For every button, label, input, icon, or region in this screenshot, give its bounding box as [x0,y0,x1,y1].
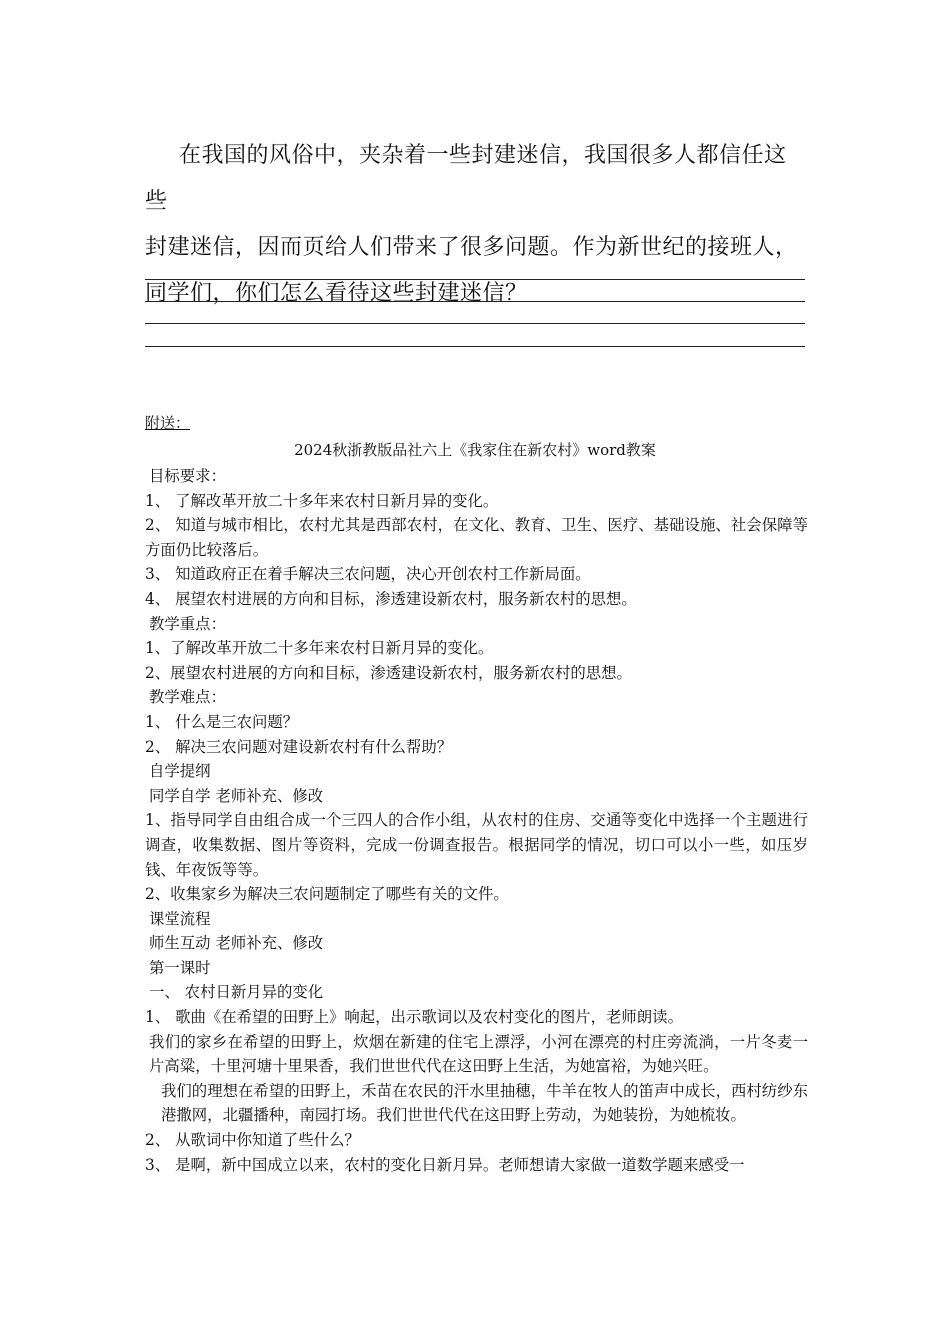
list-item: 1、 了解改革开放二十多年来农村日新月异的变化。 [145,491,499,510]
lyrics-paragraph: 我们的家乡在希望的田野上，炊烟在新建的住宅上漂浮，小河在漂亮的村庄旁流淌，一片冬麦一片高粱，十里河塘十里果香，我们世世代代在这田野上生活，为她富裕，为她兴旺。 [149,1032,808,1076]
question-line: 封建迷信，因而页给人们带来了很多问题。作为新世纪的接班人， [145,235,798,260]
section-heading: 教学重点： [149,614,226,633]
lesson-period: 第一课时 [149,958,211,977]
answer-line [145,346,805,347]
section-heading: 一、 农村日新月异的变化 [149,983,324,1002]
list-item: 4、 展望农村进展的方向和目标，渗透建设新农村，服务新农村的思想。 [145,589,637,608]
list-item: 1、 什么是三农问题？ [145,712,299,731]
lesson-plan-title: 2024秋浙教版品社六上《我家住在新农村》word教案 [294,441,656,459]
list-item: 2、收集家乡为解决三农问题制定了哪些有关的文件。 [145,885,509,904]
list-item: 1、指导同学自由组合成一个三四人的合作小组，从农村的住房、交通等变化中选择一个主题进行调查，收集数据、图片等资料，完成一份调查报告。根据同学的情况，切口可以小一些，如压岁钱、年夜饭等等。 [145,811,808,879]
list-item: 2、 解决三农问题对建设新农村有什么帮助？ [145,737,453,756]
section-subheading: 同学自学 老师补充、修改 [149,786,324,805]
list-item: 2、展望农村进展的方向和目标，渗透建设新农村，服务新农村的思想。 [145,663,632,682]
attachment-label: 附送： [145,414,191,432]
answer-line [145,301,805,302]
question-line: 在我国的风俗中，夹杂着一些封建迷信，我国很多人都信任这些 [145,143,787,214]
list-item: 2、 知道与城市相比，农村尤其是西部农村，在文化、教育、卫生、医疗、基础设施、社会保障等方面仍比较落后。 [145,516,808,559]
list-item: 1、了解改革开放二十多年来农村日新月异的变化。 [145,639,494,658]
list-item: 1、 歌曲《在希望的田野上》响起，出示歌词以及农村变化的图片，老师朗读。 [145,1008,683,1027]
answer-line [145,279,805,280]
section-heading: 课堂流程 [149,909,211,928]
section-heading: 自学提纲 [149,762,211,781]
section-subheading: 师生互动 老师补充、修改 [149,934,324,953]
list-item: 2、 从歌词中你知道了些什么？ [145,1131,360,1150]
question-line: 同学们，你们怎么看待这些封建迷信？ [145,281,528,306]
list-item: 3、 知道政府正在着手解决三农问题，决心开创农村工作新局面。 [145,565,591,584]
lesson-plan-body [145,464,808,1177]
answer-line [145,323,805,324]
lyrics-paragraph: 我们的理想在希望的田野上，禾苗在农民的汗水里抽穗，牛羊在牧人的笛声中成长，西村纺纱东港撒网，北疆播种，南园打场。我们世世代代在这田野上劳动，为她装扮，为她梳妆。 [161,1081,808,1125]
question-paragraph [145,133,807,317]
list-item: 3、 是啊，新中国成立以来，农村的变化日新月异。老师想请大家做一道数学题来感受一 [145,1155,745,1174]
section-heading: 目标要求： [149,467,226,485]
section-heading: 教学难点： [149,688,226,707]
